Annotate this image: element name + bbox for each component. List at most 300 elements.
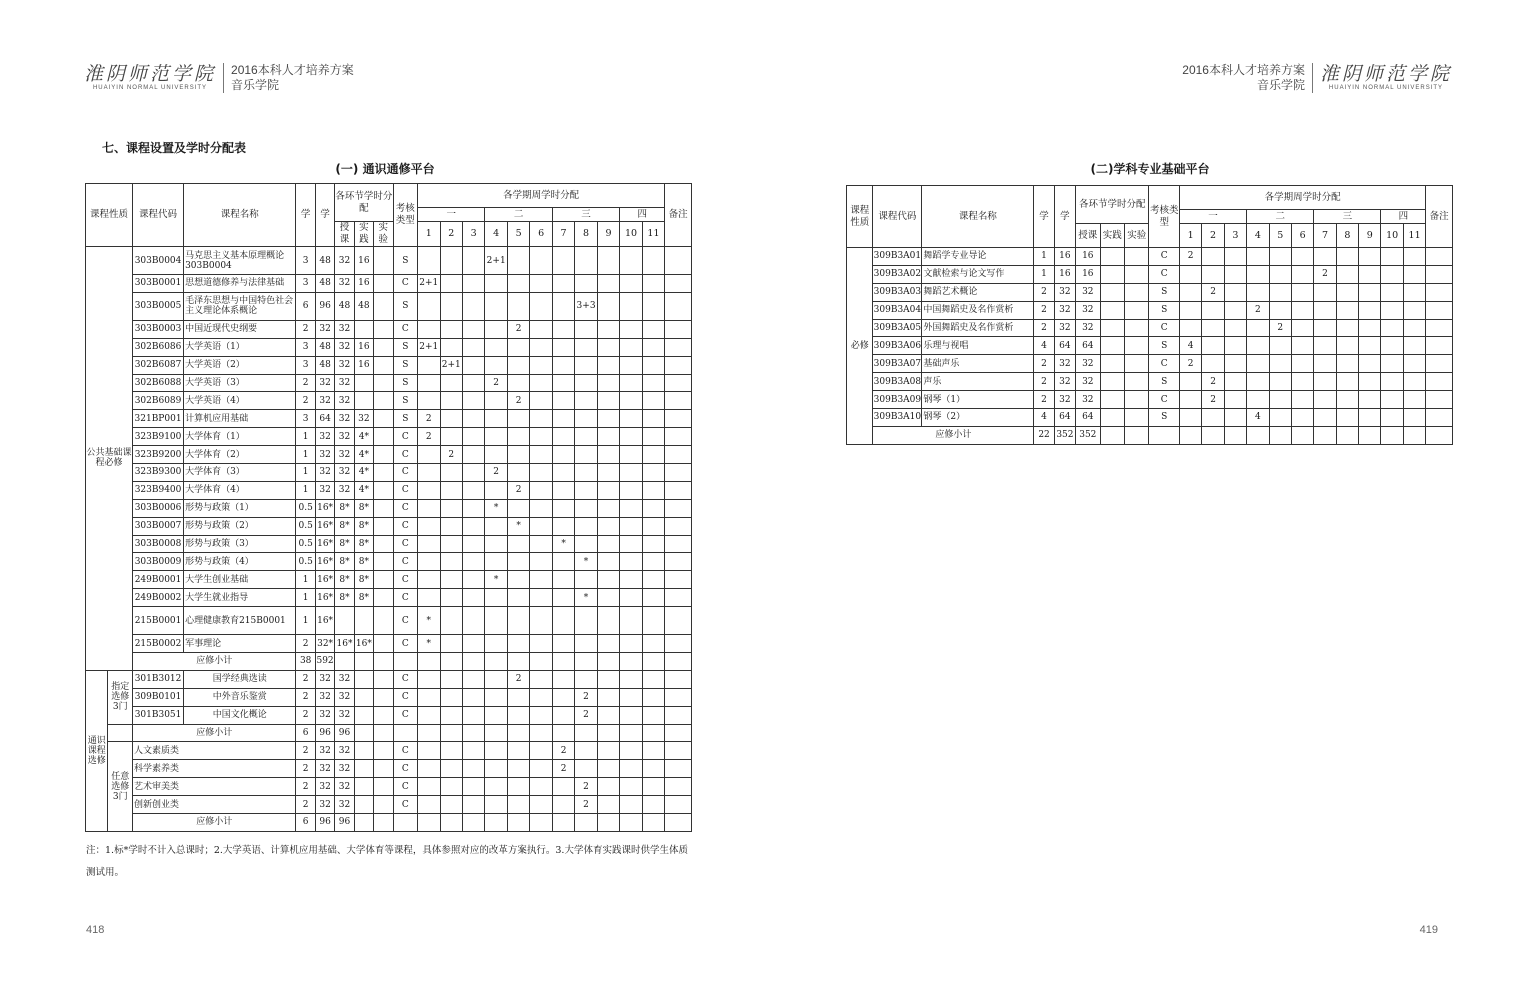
semester-cell xyxy=(440,517,462,535)
semester-header: 8 xyxy=(575,222,597,247)
semester-cell xyxy=(530,742,552,760)
exam-type: C xyxy=(393,706,418,724)
course-category: 创新创业类 xyxy=(133,796,296,814)
semester-cell xyxy=(597,517,619,535)
credit: 2 xyxy=(1034,391,1054,409)
semester-cell xyxy=(620,320,642,338)
experiment-hours xyxy=(374,338,393,356)
hours: 32 xyxy=(1054,355,1075,373)
course-category: 人文素质类 xyxy=(133,742,296,760)
semester-cell xyxy=(530,320,552,338)
semester-cell xyxy=(597,635,619,653)
course-row xyxy=(86,292,692,320)
semester-cell xyxy=(462,446,484,464)
credit: 2 xyxy=(296,374,315,392)
semester-cell xyxy=(552,517,574,535)
exam-type: S xyxy=(1149,283,1180,301)
semester-cell xyxy=(1247,355,1269,373)
course-code: 301B3012 xyxy=(133,670,184,688)
table-cell xyxy=(354,688,373,706)
table-cell xyxy=(620,814,642,832)
subtotal-credit: 22 xyxy=(1034,426,1054,444)
semester-cell xyxy=(1247,265,1269,283)
header-subtitle: 音乐学院 xyxy=(1256,78,1305,92)
semester-cell xyxy=(462,760,484,778)
semester-cell xyxy=(597,464,619,482)
semester-cell xyxy=(1247,248,1269,266)
credit: 2 xyxy=(296,320,315,338)
remark-cell xyxy=(665,275,692,293)
semester-cell xyxy=(462,338,484,356)
semester-cell xyxy=(1381,409,1403,427)
experiment-hours xyxy=(374,410,393,428)
semester-cell xyxy=(440,607,462,635)
semester-cell xyxy=(1359,319,1381,337)
course-code: 303B0003 xyxy=(133,320,184,338)
semester-cell: 2 xyxy=(485,464,507,482)
subtotal-lecture: 352 xyxy=(1076,426,1100,444)
semester-cell xyxy=(462,428,484,446)
semester-cell xyxy=(462,796,484,814)
course-name: 计算机应用基础 xyxy=(184,410,296,428)
semester-cell xyxy=(1202,301,1224,319)
year-three: 三 xyxy=(552,208,619,222)
semester-cell xyxy=(1179,283,1201,301)
remark-cell xyxy=(665,410,692,428)
course-code: 323B9300 xyxy=(133,464,184,482)
remark-cell xyxy=(665,688,692,706)
semester-cell xyxy=(507,688,529,706)
table-cell xyxy=(552,653,574,671)
col-code: 课程代码 xyxy=(133,184,184,247)
semester-cell xyxy=(507,356,529,374)
semester-cell xyxy=(1269,355,1291,373)
table-cell xyxy=(1124,391,1148,409)
semester-cell xyxy=(552,247,574,275)
semester-cell: 2 xyxy=(485,374,507,392)
semester-cell xyxy=(642,670,664,688)
semester-cell xyxy=(462,535,484,553)
subtotal-hours: 592 xyxy=(315,653,334,671)
semester-cell xyxy=(507,338,529,356)
semester-cell: 2 xyxy=(507,392,529,410)
semester-cell xyxy=(462,688,484,706)
table-cell xyxy=(665,724,692,742)
exam-type: C xyxy=(1149,391,1180,409)
semester-cell xyxy=(418,446,440,464)
course-table-discipline xyxy=(846,185,1453,445)
course-name: 毛泽东思想与中国特色社会主义理论体系概论 xyxy=(184,292,296,320)
semester-cell xyxy=(1359,265,1381,283)
col-practice: 实践 xyxy=(354,222,373,247)
course-name: 军事理论 xyxy=(184,635,296,653)
university-logo: 淮阴师范学院 HUAIYIN NORMAL UNIVERSITY xyxy=(1319,63,1452,91)
credit: 2 xyxy=(1034,283,1054,301)
course-code: 215B0001 xyxy=(133,607,184,635)
exam-type: C xyxy=(393,796,418,814)
semester-cell xyxy=(530,464,552,482)
remark-cell xyxy=(1426,391,1453,409)
practice-hours xyxy=(354,374,373,392)
semester-cell xyxy=(642,635,664,653)
semester-cell xyxy=(530,392,552,410)
course-row xyxy=(847,301,1453,319)
semester-cell xyxy=(485,607,507,635)
page-header-right xyxy=(1182,60,1452,96)
remark-cell xyxy=(1426,319,1453,337)
semester-header: 5 xyxy=(507,222,529,247)
lecture-hours: 8* xyxy=(335,535,354,553)
credit: 2 xyxy=(1034,373,1054,391)
remark-cell xyxy=(665,320,692,338)
semester-cell xyxy=(485,742,507,760)
hours: 16* xyxy=(315,589,334,607)
semester-cell: * xyxy=(552,535,574,553)
table-cell xyxy=(552,724,574,742)
semester-cell xyxy=(1381,355,1403,373)
semester-cell xyxy=(462,374,484,392)
semester-header: 6 xyxy=(1291,224,1313,248)
col-hours: 学 xyxy=(1054,186,1075,248)
remark-cell xyxy=(665,292,692,320)
subtotal-label: 应修小计 xyxy=(133,724,296,742)
credit: 2 xyxy=(296,760,315,778)
lecture-hours: 32 xyxy=(1076,319,1100,337)
course-name: 中外音乐鉴赏 xyxy=(184,688,296,706)
semester-cell xyxy=(597,589,619,607)
semester-cell xyxy=(1269,337,1291,355)
semester-cell xyxy=(507,446,529,464)
experiment-hours xyxy=(374,499,393,517)
semester-cell xyxy=(1359,283,1381,301)
exam-type: S xyxy=(393,374,418,392)
table-cell xyxy=(354,653,373,671)
semester-cell xyxy=(552,356,574,374)
year-two: 二 xyxy=(1247,210,1314,224)
exam-type: C xyxy=(393,320,418,338)
course-row xyxy=(86,499,692,517)
course-name: 大学体育（4） xyxy=(184,481,296,499)
experiment-hours xyxy=(374,446,393,464)
page-header-left xyxy=(84,60,354,96)
credit: 2 xyxy=(296,635,315,653)
group-public-required: 公共基础课程必修 xyxy=(86,247,133,671)
semester-cell xyxy=(440,571,462,589)
course-row xyxy=(847,319,1453,337)
exam-type: C xyxy=(393,428,418,446)
subtotal-lecture: 96 xyxy=(335,814,354,832)
semester-cell xyxy=(485,635,507,653)
lecture-hours: 32 xyxy=(335,338,354,356)
practice-hours: 8* xyxy=(354,589,373,607)
course-row xyxy=(86,571,692,589)
semester-cell xyxy=(575,499,597,517)
header-title: 2016本科人才培养方案 xyxy=(1182,63,1305,77)
semester-cell xyxy=(507,275,529,293)
course-code: 249B0002 xyxy=(133,589,184,607)
semester-cell xyxy=(1247,283,1269,301)
lecture-hours: 64 xyxy=(1076,409,1100,427)
credit: 2 xyxy=(1034,301,1054,319)
semester-cell xyxy=(1269,248,1291,266)
semester-cell xyxy=(462,706,484,724)
semester-cell xyxy=(440,589,462,607)
col-allocation: 各环节学时分配 xyxy=(1076,186,1149,224)
semester-cell xyxy=(620,670,642,688)
semester-cell xyxy=(642,517,664,535)
semester-cell xyxy=(620,374,642,392)
table-cell xyxy=(1202,426,1224,444)
semester-cell xyxy=(418,553,440,571)
course-row xyxy=(86,607,692,635)
semester-cell xyxy=(1202,337,1224,355)
semester-cell xyxy=(507,778,529,796)
semester-cell xyxy=(1291,355,1313,373)
semester-cell xyxy=(642,481,664,499)
course-name: 钢琴（1） xyxy=(922,391,1034,409)
semester-cell xyxy=(418,571,440,589)
semester-cell xyxy=(530,275,552,293)
semester-cell xyxy=(1224,319,1246,337)
table1-caption: (一) 通识通修平台 xyxy=(335,162,435,176)
year-four: 四 xyxy=(1381,210,1426,224)
practice-hours: 4* xyxy=(354,464,373,482)
group-optional: 任意选修3门 xyxy=(108,742,133,831)
course-name: 大学英语（1） xyxy=(184,338,296,356)
exam-type: S xyxy=(393,292,418,320)
semester-cell xyxy=(1179,265,1201,283)
semester-cell xyxy=(485,589,507,607)
semester-cell xyxy=(642,607,664,635)
table-cell xyxy=(440,653,462,671)
semester-cell xyxy=(620,778,642,796)
course-name: 大学英语（2） xyxy=(184,356,296,374)
semester-cell xyxy=(418,760,440,778)
exam-type: C xyxy=(393,553,418,571)
semester-cell xyxy=(485,338,507,356)
lecture-hours: 32 xyxy=(335,760,354,778)
hours: 32 xyxy=(315,392,334,410)
subtotal-row xyxy=(86,724,692,742)
semester-cell xyxy=(440,481,462,499)
subtotal-credit: 6 xyxy=(296,814,315,832)
semester-cell xyxy=(1224,248,1246,266)
course-name: 声乐 xyxy=(922,373,1034,391)
col-code: 课程代码 xyxy=(873,186,922,248)
semester-cell xyxy=(620,464,642,482)
remark-cell xyxy=(665,553,692,571)
exam-type: S xyxy=(1149,301,1180,319)
credit: 1 xyxy=(296,607,315,635)
semester-cell xyxy=(1359,409,1381,427)
semester-cell xyxy=(642,338,664,356)
table-cell xyxy=(393,814,418,832)
semester-cell xyxy=(575,356,597,374)
semester-cell: 4 xyxy=(1247,409,1269,427)
semester-cell xyxy=(597,410,619,428)
col-lecture: 授课 xyxy=(335,222,354,247)
table-cell xyxy=(418,724,440,742)
semester-cell xyxy=(418,481,440,499)
semester-cell xyxy=(1381,301,1403,319)
semester-header: 7 xyxy=(1314,224,1336,248)
semester-cell xyxy=(642,688,664,706)
credit: 1 xyxy=(1034,265,1054,283)
lecture-hours: 32 xyxy=(335,796,354,814)
remark-cell xyxy=(1426,248,1453,266)
col-exam-type: 考核类型 xyxy=(393,184,418,247)
exam-type: C xyxy=(393,670,418,688)
semester-cell xyxy=(1224,409,1246,427)
hours: 32 xyxy=(315,742,334,760)
semester-cell xyxy=(642,292,664,320)
table-cell xyxy=(354,814,373,832)
table-cell xyxy=(507,724,529,742)
semester-cell xyxy=(552,553,574,571)
semester-cell xyxy=(597,796,619,814)
course-name: 大学体育（3） xyxy=(184,464,296,482)
semester-cell: 2 xyxy=(507,670,529,688)
semester-cell xyxy=(1179,319,1201,337)
semester-cell xyxy=(1359,373,1381,391)
course-name: 外国舞蹈史及名作赏析 xyxy=(922,319,1034,337)
hours: 32 xyxy=(315,706,334,724)
course-name: 大学生就业指导 xyxy=(184,589,296,607)
semester-cell xyxy=(507,292,529,320)
table-cell xyxy=(530,724,552,742)
credit: 3 xyxy=(296,356,315,374)
semester-cell xyxy=(620,356,642,374)
semester-cell xyxy=(575,607,597,635)
semester-header: 1 xyxy=(1179,224,1201,248)
credit: 2 xyxy=(296,392,315,410)
semester-cell xyxy=(620,635,642,653)
semester-cell xyxy=(1359,391,1381,409)
hours: 48 xyxy=(315,356,334,374)
remark-cell xyxy=(665,392,692,410)
col-allocation: 各环节学时分配 xyxy=(335,184,393,222)
course-code: 303B0005 xyxy=(133,292,184,320)
page-number-left: 418 xyxy=(86,924,105,936)
semester-cell xyxy=(440,796,462,814)
course-row xyxy=(86,481,692,499)
exam-type: S xyxy=(393,392,418,410)
semester-cell xyxy=(1224,373,1246,391)
semester-cell xyxy=(1336,283,1358,301)
table-cell xyxy=(1336,426,1358,444)
lecture-hours: 32 xyxy=(335,392,354,410)
semester-cell xyxy=(1336,319,1358,337)
semester-cell xyxy=(507,742,529,760)
semester-cell xyxy=(620,688,642,706)
semester-cell xyxy=(1291,265,1313,283)
table-cell xyxy=(1100,283,1124,301)
course-code: 303B0006 xyxy=(133,499,184,517)
table-cell xyxy=(1381,426,1403,444)
semester-cell xyxy=(597,499,619,517)
semester-cell xyxy=(1291,391,1313,409)
exam-type: C xyxy=(1149,319,1180,337)
semester-cell xyxy=(418,742,440,760)
course-name: 思想道德修养与法律基础 xyxy=(184,275,296,293)
header-row xyxy=(847,186,1453,210)
table-cell xyxy=(418,814,440,832)
table-cell xyxy=(575,724,597,742)
semester-cell xyxy=(575,275,597,293)
remark-cell xyxy=(665,607,692,635)
semester-cell xyxy=(507,464,529,482)
semester-cell xyxy=(1179,301,1201,319)
semester-cell xyxy=(1314,337,1336,355)
hours: 16* xyxy=(315,535,334,553)
semester-header: 11 xyxy=(642,222,664,247)
remark-cell xyxy=(665,499,692,517)
course-name: 基础声乐 xyxy=(922,355,1034,373)
credit: 2 xyxy=(296,670,315,688)
hours: 32 xyxy=(315,464,334,482)
course-name: 大学英语（3） xyxy=(184,374,296,392)
semester-cell: * xyxy=(485,499,507,517)
credit: 2 xyxy=(296,796,315,814)
hours: 32 xyxy=(1054,301,1075,319)
semester-cell xyxy=(1381,337,1403,355)
table-cell xyxy=(1124,319,1148,337)
table-cell xyxy=(393,653,418,671)
semester-cell xyxy=(485,517,507,535)
remark-cell xyxy=(665,356,692,374)
semester-cell xyxy=(620,706,642,724)
table-cell xyxy=(552,814,574,832)
semester-cell xyxy=(575,517,597,535)
practice-hours xyxy=(354,320,373,338)
semester-cell xyxy=(1336,391,1358,409)
semester-cell xyxy=(507,607,529,635)
semester-cell xyxy=(1269,391,1291,409)
semester-cell xyxy=(440,742,462,760)
semester-cell xyxy=(507,247,529,275)
semester-cell xyxy=(620,275,642,293)
subtotal-label: 应修小计 xyxy=(133,814,296,832)
remark-cell xyxy=(665,635,692,653)
semester-cell xyxy=(530,499,552,517)
semester-cell xyxy=(1224,265,1246,283)
table-cell xyxy=(575,653,597,671)
semester-cell xyxy=(1381,319,1403,337)
table-cell xyxy=(620,653,642,671)
semester-cell xyxy=(1314,373,1336,391)
course-row xyxy=(847,373,1453,391)
course-name: 大学体育（1） xyxy=(184,428,296,446)
table-cell xyxy=(1124,265,1148,283)
semester-cell xyxy=(597,247,619,275)
semester-cell xyxy=(418,535,440,553)
semester-cell xyxy=(1247,319,1269,337)
course-name: 心理健康教育215B0001 xyxy=(184,607,296,635)
semester-cell xyxy=(530,670,552,688)
semester-header: 9 xyxy=(1359,224,1381,248)
table-cell xyxy=(1100,319,1124,337)
credit: 1 xyxy=(1034,248,1054,266)
credit: 0.5 xyxy=(296,553,315,571)
semester-cell xyxy=(440,778,462,796)
subtotal-hours: 96 xyxy=(315,814,334,832)
table-cell xyxy=(1314,426,1336,444)
experiment-hours xyxy=(374,292,393,320)
semester-cell xyxy=(507,553,529,571)
col-name: 课程名称 xyxy=(184,184,296,247)
semester-cell xyxy=(597,607,619,635)
semester-cell xyxy=(620,428,642,446)
